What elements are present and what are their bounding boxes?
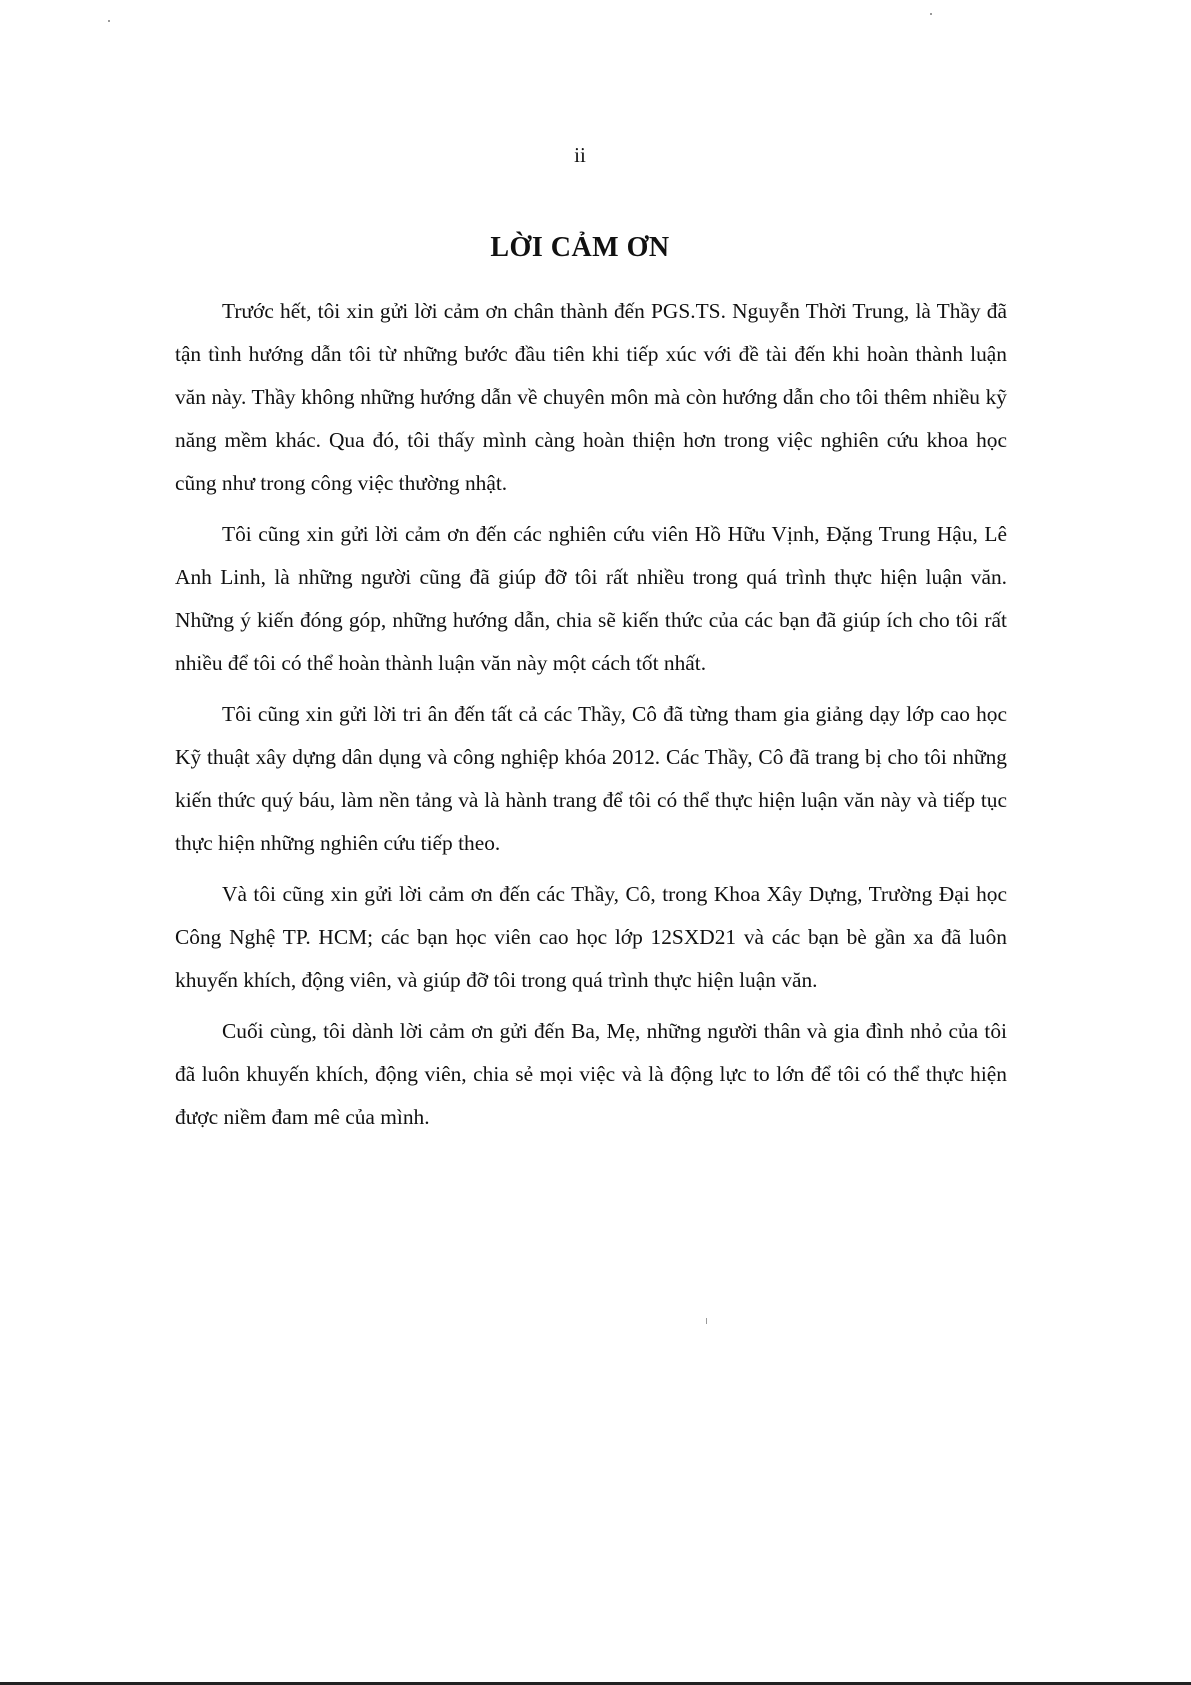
paragraph: Cuối cùng, tôi dành lời cảm ơn gửi đến Ba, Mẹ, những người thân và gia đình nhỏ của tôi đã luôn khuyến khích, động viên, chia sẻ mọi việc và là động lực to lớn để tôi có thể thực hiện được niềm đam mê của mình. (175, 1019, 1007, 1129)
scan-speck (930, 13, 932, 15)
body-text (175, 290, 1007, 1147)
paragraph: Trước hết, tôi xin gửi lời cảm ơn chân thành đến PGS.TS. Nguyễn Thời Trung, là Thầy đã tận tình hướng dẫn tôi từ những bước đầu tiên khi tiếp xúc với đề tài đến khi hoàn thành luận văn này. Thầy không những hướng dẫn về chuyên môn mà còn hướng dẫn cho tôi thêm nhiều kỹ năng mềm khác. Qua đó, tôi thấy mình càng hoàn thiện hơn trong việc nghiên cứu khoa học cũng như trong công việc thường nhật. (175, 299, 1007, 495)
paragraph: Tôi cũng xin gửi lời tri ân đến tất cả các Thầy, Cô đã từng tham gia giảng dạy lớp cao học Kỹ thuật xây dựng dân dụng và công nghiệp khóa 2012. Các Thầy, Cô đã trang bị cho tôi những kiến thức quý báu, làm nền tảng và là hành trang để tôi có thể thực hiện luận văn này và tiếp tục thực hiện những nghiên cứu tiếp theo. (175, 702, 1007, 855)
scan-speck (108, 20, 110, 22)
page-title: LỜI CẢM ƠN (490, 232, 670, 263)
paragraph: Tôi cũng xin gửi lời cảm ơn đến các nghiên cứu viên Hồ Hữu Vịnh, Đặng Trung Hậu, Lê Anh Linh, là những người cũng đã giúp đỡ tôi rất nhiều trong quá trình thực hiện luận văn. Những ý kiến đóng góp, những hướng dẫn, chia sẽ kiến thức của các bạn đã giúp ích cho tôi rất nhiều để tôi có thể hoàn thành luận văn này một cách tốt nhất. (175, 522, 1007, 675)
page-number: ii (574, 143, 586, 167)
paragraph: Và tôi cũng xin gửi lời cảm ơn đến các Thầy, Cô, trong Khoa Xây Dựng, Trường Đại học Công Nghệ TP. HCM; các bạn học viên cao học lớp 12SXD21 và các bạn bè gần xa đã luôn khuyến khích, động viên, và giúp đỡ tôi trong quá trình thực hiện luận văn. (175, 882, 1007, 992)
scan-speck (706, 1318, 707, 1324)
